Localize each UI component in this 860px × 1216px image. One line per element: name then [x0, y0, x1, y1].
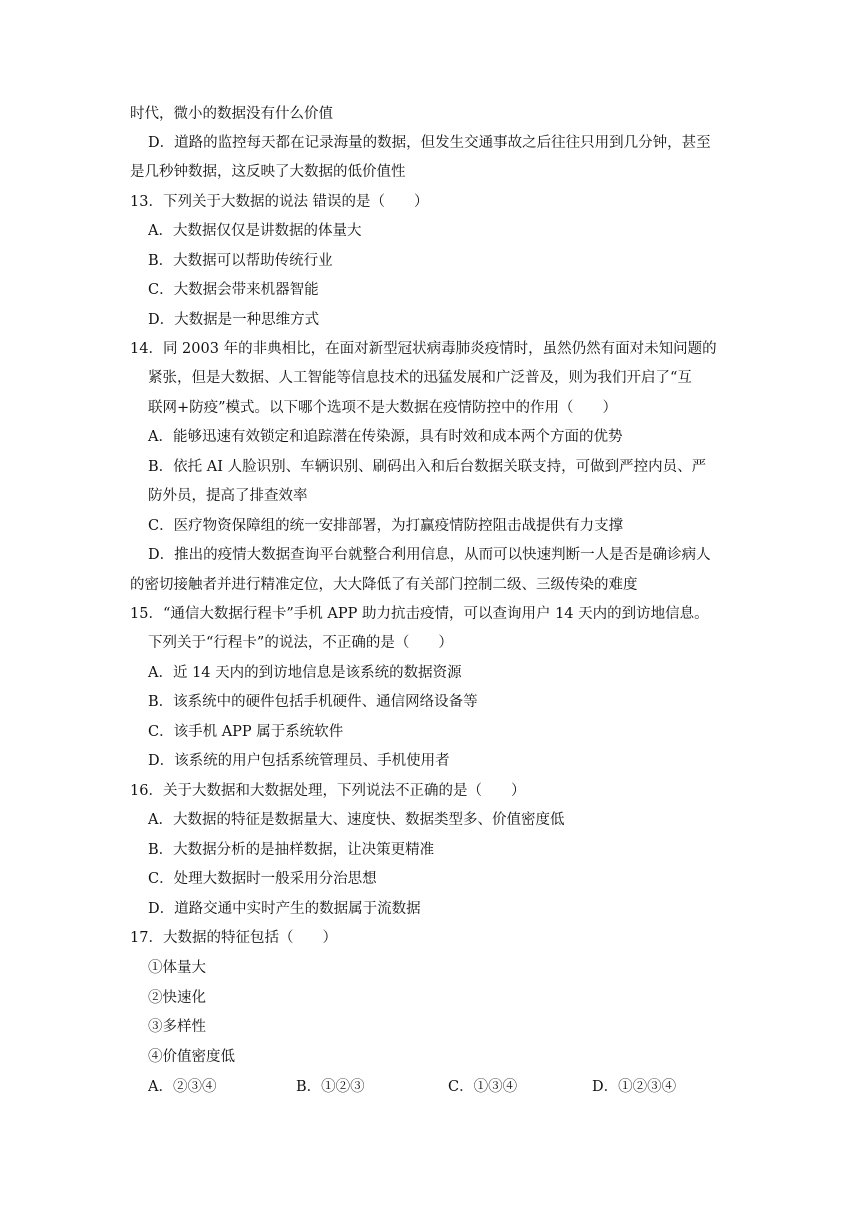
option-a: A．②③④: [148, 1079, 217, 1095]
question-16-stem: 16．关于大数据和大数据处理，下列说法不正确的是（ ）: [130, 783, 526, 799]
option-a: A．大数据的特征是数据量大、速度快、数据类型多、价值密度低: [148, 812, 565, 828]
option-b: B．大数据可以帮助传统行业: [148, 253, 333, 269]
option-a: A．大数据仅仅是讲数据的体量大: [148, 223, 362, 239]
question-13-stem: 13．下列关于大数据的说法 错误的是（ ）: [130, 194, 429, 210]
option-a: A．近 14 天内的到访地信息是该系统的数据资源: [148, 665, 462, 681]
option-d: D．推出的疫情大数据查询平台就整合利用信息，从而可以快速判断一人是否是确诊病人: [148, 547, 711, 563]
option-c: C．该手机 APP 属于系统软件: [148, 724, 344, 740]
question-17-stem: 17．大数据的特征包括（ ）: [130, 930, 337, 946]
option-c: C．大数据会带来机器智能: [148, 282, 319, 298]
feature-item: ④价值密度低: [148, 1049, 235, 1065]
option-b: B．依托 AI 人脸识别、车辆识别、刷码出入和后台数据关联支持，可做到严控内员、严: [148, 459, 707, 475]
option-b: B．①②③: [296, 1079, 365, 1095]
feature-item: ②快速化: [148, 990, 206, 1006]
text-line: D．道路的监控每天都在记录海量的数据，但发生交通事故之后往往只用到几分钟，甚至: [148, 135, 711, 151]
question-17-options: [148, 1077, 748, 1097]
option-b-cont: 防外员，提高了排查效率: [148, 488, 308, 504]
option-d: D．大数据是一种思维方式: [148, 312, 320, 328]
option-a: A．能够迅速有效锁定和追踪潜在传染源，具有时效和成本两个方面的优势: [148, 429, 623, 445]
question-15-stem: 15．“通信大数据行程卡”手机 APP 助力抗击疫情，可以查询用户 14 天内的到访地信息。: [130, 606, 709, 622]
question-14-stem-cont: 紧张，但是大数据、人工智能等信息技术的迅猛发展和广泛普及，则为我们开启了“互: [148, 370, 692, 386]
option-d: D．①②③④: [592, 1079, 677, 1095]
text-line: 是几秒钟数据，这反映了大数据的低价值性: [130, 164, 406, 180]
feature-item: ③多样性: [148, 1019, 206, 1035]
question-15-stem-cont: 下列关于“行程卡”的说法，不正确的是（ ）: [148, 635, 453, 651]
option-d: D．道路交通中实时产生的数据属于流数据: [148, 901, 421, 917]
option-c: C．处理大数据时一般采用分治思想: [148, 871, 377, 887]
option-b: B．该系统中的硬件包括手机硬件、通信网络设备等: [148, 694, 478, 710]
text-line: 时代，微小的数据没有什么价值: [130, 106, 333, 122]
option-b: B．大数据分析的是抽样数据，让决策更精准: [148, 842, 435, 858]
option-c: C．①③④: [448, 1079, 518, 1095]
feature-item: ①体量大: [148, 960, 206, 976]
question-14-stem: 14．同 2003 年的非典相比，在面对新型冠状病毒肺炎疫情时，虽然仍然有面对未知问题的: [130, 341, 717, 357]
option-c: C．医疗物资保障组的统一安排部署，为打赢疫情防控阻击战提供有力支撑: [148, 518, 624, 534]
option-d-cont: 的密切接触者并进行精准定位，大大降低了有关部门控制二级、三级传染的难度: [130, 577, 638, 593]
question-14-stem-cont: 联网+防疫”模式。以下哪个选项不是大数据在疫情防控中的作用（ ）: [148, 400, 618, 416]
option-d: D．该系统的用户包括系统管理员、手机使用者: [148, 753, 450, 769]
